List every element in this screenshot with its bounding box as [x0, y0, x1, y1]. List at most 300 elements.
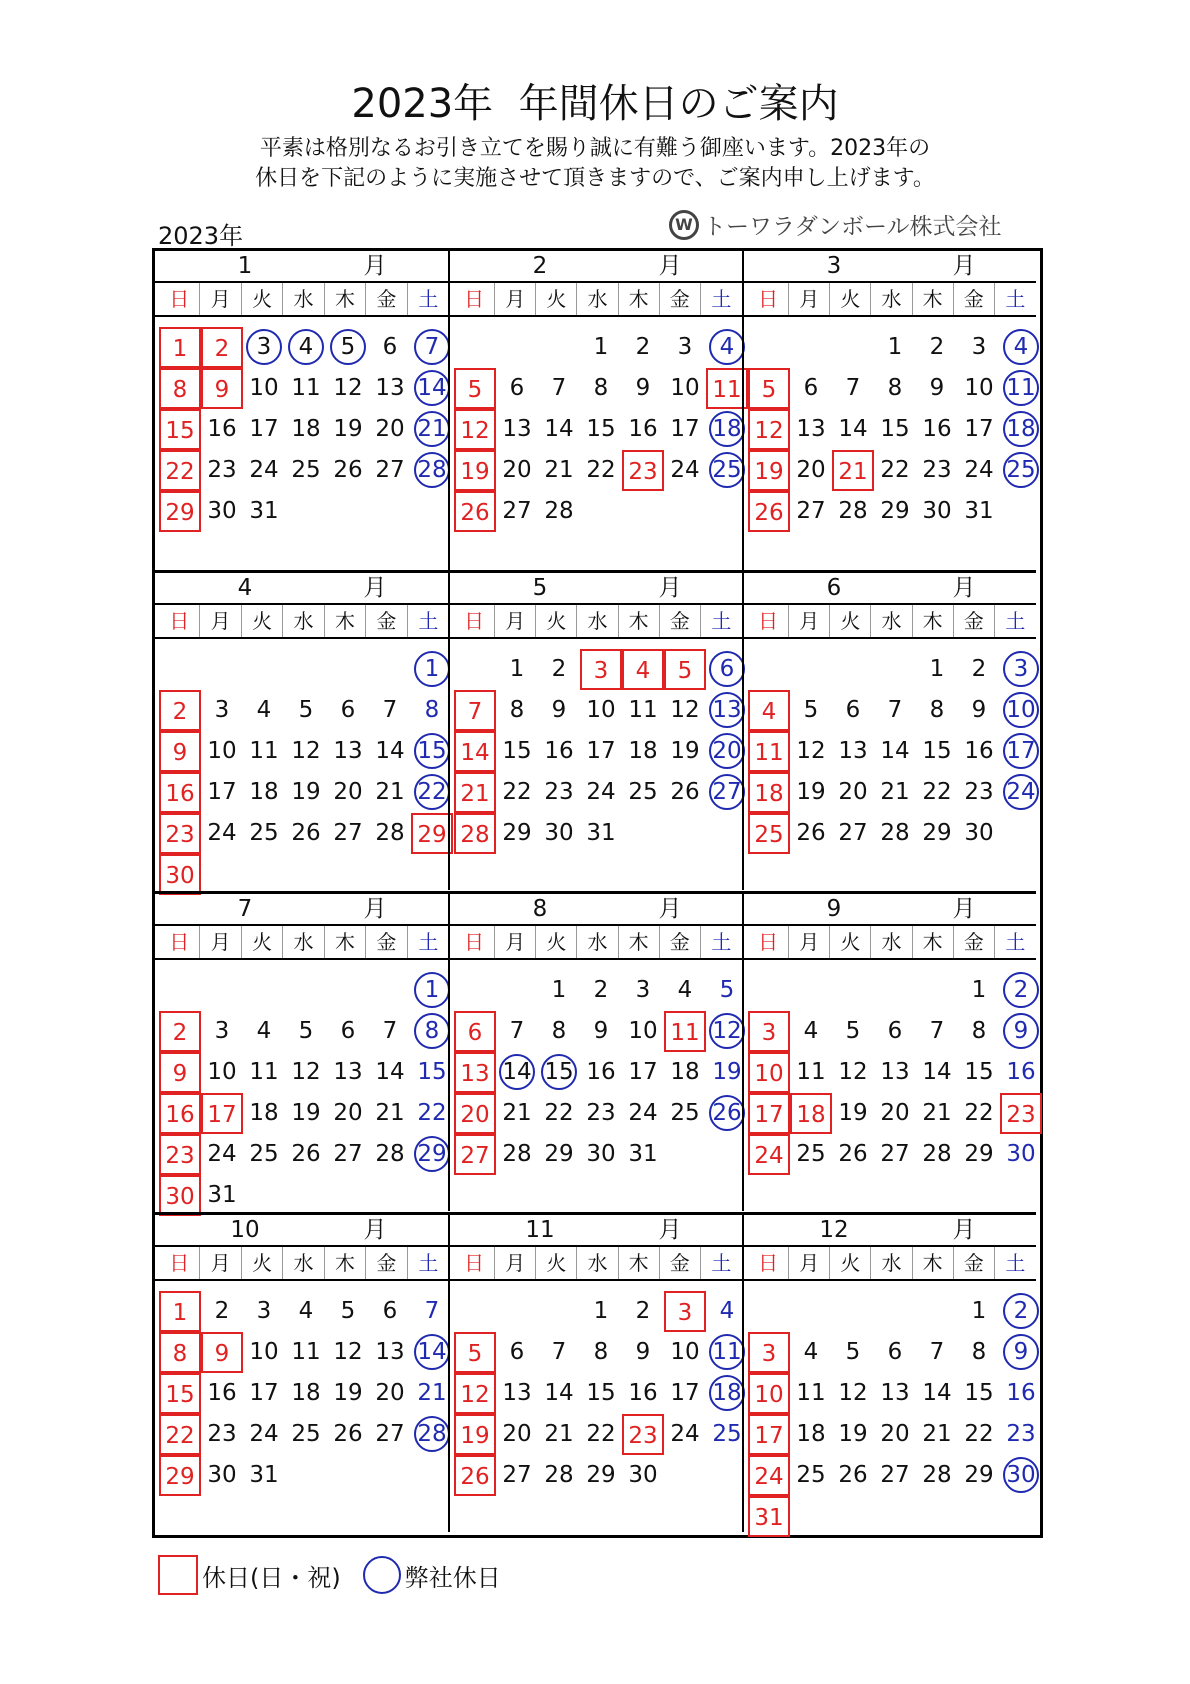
- calendar-day: 20: [838, 779, 868, 805]
- legend: [158, 1555, 501, 1595]
- calendar-day: 7: [929, 1339, 945, 1365]
- calendar-day: 11: [291, 375, 321, 401]
- calendar-day: 16: [544, 738, 574, 764]
- calendar-day: 12: [706, 1011, 748, 1052]
- calendar-day: 24: [670, 457, 700, 483]
- calendar-day: 23: [1006, 1421, 1036, 1447]
- weekday-header-row: [450, 1247, 742, 1281]
- calendar-day: 24: [964, 457, 994, 483]
- calendar-day: 20: [454, 1093, 496, 1134]
- calendar-day: 19: [291, 1100, 321, 1126]
- company-holiday-legend-label: 弊社休日: [404, 1563, 501, 1592]
- calendar-day: 28: [375, 1141, 405, 1167]
- calendar-day: 9: [929, 375, 945, 401]
- calendar-day: 31: [249, 1462, 279, 1488]
- calendar-day: 30: [1006, 1141, 1036, 1167]
- calendar-day: 31: [628, 1141, 658, 1167]
- calendar-day: 16: [586, 1059, 616, 1085]
- calendar-day: 22: [964, 1100, 994, 1126]
- calendar-day: 11: [664, 1011, 706, 1052]
- calendar-day: 22: [417, 1100, 447, 1126]
- calendar-day: 16: [1006, 1380, 1036, 1406]
- calendar-day: 11: [1000, 368, 1042, 409]
- calendar-day: 8: [551, 1018, 567, 1044]
- calendar-day: 9: [201, 1332, 243, 1373]
- weekday-label: 月: [495, 1247, 536, 1279]
- calendar-day: 21: [502, 1100, 532, 1126]
- calendar-day: 19: [748, 450, 790, 491]
- weekday-label: 金: [366, 283, 407, 315]
- weekday-header-row: [155, 1247, 449, 1281]
- days-grid: [744, 1281, 1036, 1531]
- calendar-day: 22: [159, 450, 201, 491]
- weekday-label: 土: [1005, 609, 1026, 633]
- weekday-label: 月: [789, 1247, 830, 1279]
- calendar-day: 15: [502, 738, 532, 764]
- weekday-label: 日: [748, 1247, 789, 1279]
- month-header: [450, 1215, 742, 1247]
- calendar-day: 3: [214, 697, 230, 723]
- calendar-day: 31: [207, 1182, 237, 1208]
- calendar-day: 23: [159, 813, 201, 854]
- calendar-day: 7: [887, 697, 903, 723]
- calendar-day: 4: [719, 1298, 735, 1324]
- weekday-label: 金: [954, 1247, 995, 1279]
- weekday-label: 水: [577, 1247, 618, 1279]
- calendar-day: 1: [159, 327, 201, 368]
- weekday-label: 水: [871, 605, 912, 637]
- calendar-day: 29: [880, 498, 910, 524]
- calendar-day: 8: [593, 1339, 609, 1365]
- calendar-day: 28: [454, 813, 496, 854]
- calendar-day: 11: [291, 1339, 321, 1365]
- weekday-label: 日: [454, 1247, 495, 1279]
- month-kanji: 月: [952, 896, 976, 922]
- calendar-day: 1: [593, 1298, 609, 1324]
- month-number: 9: [826, 896, 842, 922]
- calendar-day: 6: [454, 1011, 496, 1052]
- calendar-day: 20: [880, 1421, 910, 1447]
- calendar-day: 26: [454, 491, 496, 532]
- calendar-day: 8: [509, 697, 525, 723]
- calendar-day: 3: [677, 334, 693, 360]
- calendar-day: 22: [964, 1421, 994, 1447]
- calendar-day: 7: [454, 690, 496, 731]
- calendar-day: 4: [677, 977, 693, 1003]
- calendar-day: 26: [796, 820, 826, 846]
- calendar-day: 22: [411, 772, 453, 813]
- calendar-day: 20: [333, 779, 363, 805]
- calendar-day: 18: [291, 416, 321, 442]
- calendar-day: 6: [340, 1018, 356, 1044]
- calendar-day: 19: [838, 1421, 868, 1447]
- calendar-day: 25: [712, 1421, 742, 1447]
- month-9: [742, 891, 1036, 1211]
- calendar-day: 24: [249, 1421, 279, 1447]
- calendar-day: 19: [291, 779, 321, 805]
- calendar-day: 9: [1000, 1011, 1042, 1052]
- month-6: [742, 570, 1036, 890]
- calendar-day: 12: [291, 1059, 321, 1085]
- calendar-day: 29: [502, 820, 532, 846]
- calendar-day: 9: [635, 375, 651, 401]
- calendar-day: 19: [712, 1059, 742, 1085]
- calendar-day: 26: [454, 1455, 496, 1496]
- calendar-day: 24: [748, 1455, 790, 1496]
- calendar-day: 24: [670, 1421, 700, 1447]
- calendar-day: 5: [298, 697, 314, 723]
- calendar-day: 23: [922, 457, 952, 483]
- calendar-day: 9: [1000, 1332, 1042, 1373]
- calendar-day: 10: [748, 1052, 790, 1093]
- weekday-label: 金: [954, 926, 995, 958]
- month-header: [155, 1215, 449, 1247]
- calendar-day: 4: [706, 327, 748, 368]
- calendar-day: 14: [496, 1052, 538, 1093]
- month-header: [155, 251, 449, 283]
- weekday-label: 水: [871, 283, 912, 315]
- calendar-day: 22: [586, 457, 616, 483]
- calendar-day: 21: [417, 1380, 447, 1406]
- weekday-label: 木: [619, 605, 660, 637]
- calendar-day: 12: [333, 375, 363, 401]
- calendar-day: 4: [622, 649, 664, 690]
- calendar-day: 18: [748, 772, 790, 813]
- calendar-day: 9: [593, 1018, 609, 1044]
- calendar-day: 15: [417, 1059, 447, 1085]
- calendar-day: 11: [706, 368, 748, 409]
- weekday-label: 火: [242, 605, 283, 637]
- page-title: 2023年 年間休日のご案内: [351, 81, 839, 127]
- weekday-label: 日: [159, 1247, 200, 1279]
- weekday-label: 金: [366, 605, 407, 637]
- calendar-day: 6: [382, 1298, 398, 1324]
- calendar-day: 13: [333, 1059, 363, 1085]
- calendar-day: 21: [375, 779, 405, 805]
- calendar-day: 13: [502, 1380, 532, 1406]
- weekday-label: 月: [200, 926, 241, 958]
- calendar-day: 1: [411, 970, 453, 1011]
- calendar-day: 13: [375, 375, 405, 401]
- weekday-label: 月: [495, 605, 536, 637]
- calendar-day: 13: [454, 1052, 496, 1093]
- month-header: [155, 573, 449, 605]
- holiday-legend-label: 休日(日・祝): [202, 1563, 341, 1592]
- calendar-day: 25: [628, 779, 658, 805]
- calendar-day: 12: [748, 409, 790, 450]
- calendar-day: 29: [586, 1462, 616, 1488]
- days-grid: [450, 317, 742, 526]
- calendar-day: 21: [922, 1100, 952, 1126]
- weekday-label: 土: [711, 609, 732, 633]
- weekday-label: 月: [789, 926, 830, 958]
- calendar-day: 28: [922, 1462, 952, 1488]
- month-kanji: 月: [363, 575, 387, 601]
- weekday-label: 金: [660, 605, 701, 637]
- days-grid: [155, 960, 449, 1210]
- calendar-day: 8: [424, 697, 440, 723]
- weekday-label: 火: [830, 1247, 871, 1279]
- month-number: 6: [826, 575, 842, 601]
- weekday-label: 木: [325, 283, 366, 315]
- calendar-day: 29: [411, 813, 453, 854]
- weekday-label: 火: [536, 605, 577, 637]
- calendar-day: 17: [201, 1093, 243, 1134]
- calendar-day: 2: [635, 1298, 651, 1324]
- weekday-label: 木: [325, 605, 366, 637]
- weekday-label: 木: [913, 283, 954, 315]
- calendar-day: 27: [333, 1141, 363, 1167]
- calendar-day: 2: [201, 327, 243, 368]
- calendar-day: 23: [622, 450, 664, 491]
- days-grid: [155, 317, 449, 526]
- days-grid: [744, 317, 1036, 526]
- weekday-label: 日: [454, 283, 495, 315]
- calendar-day: 14: [411, 1332, 453, 1373]
- calendar-day: 28: [838, 498, 868, 524]
- calendar-day: 4: [256, 1018, 272, 1044]
- calendar-day: 16: [628, 1380, 658, 1406]
- calendar-day: 21: [922, 1421, 952, 1447]
- calendar-day: 17: [586, 738, 616, 764]
- calendar-day: 25: [291, 457, 321, 483]
- calendar-day: 15: [586, 1380, 616, 1406]
- calendar-day: 21: [411, 409, 453, 450]
- calendar-day: 27: [375, 1421, 405, 1447]
- weekday-label: 木: [913, 605, 954, 637]
- weekday-label: 水: [871, 1247, 912, 1279]
- calendar-day: 18: [249, 1100, 279, 1126]
- calendar-day: 30: [207, 498, 237, 524]
- calendar-day: 24: [207, 820, 237, 846]
- calendar-day: 1: [509, 656, 525, 682]
- calendar-day: 20: [706, 731, 748, 772]
- calendar-day: 5: [748, 368, 790, 409]
- calendar-day: 18: [628, 738, 658, 764]
- calendar-day: 27: [375, 457, 405, 483]
- calendar-day: 26: [333, 1421, 363, 1447]
- month-number: 12: [819, 1217, 849, 1243]
- calendar-day: 7: [551, 375, 567, 401]
- calendar-day: 4: [298, 1298, 314, 1324]
- calendar-day: 28: [411, 1414, 453, 1455]
- calendar-day: 2: [551, 656, 567, 682]
- month-number: 1: [237, 253, 253, 279]
- calendar-day: 20: [880, 1100, 910, 1126]
- calendar-day: 27: [796, 498, 826, 524]
- weekday-label: 木: [913, 926, 954, 958]
- calendar-day: 6: [887, 1339, 903, 1365]
- month-header: [744, 894, 1036, 926]
- month-header: [450, 894, 742, 926]
- calendar-day: 17: [748, 1093, 790, 1134]
- weekday-label: 月: [200, 283, 241, 315]
- calendar-day: 13: [375, 1339, 405, 1365]
- weekday-label: 火: [536, 1247, 577, 1279]
- calendar-day: 16: [628, 416, 658, 442]
- calendar-day: 5: [454, 368, 496, 409]
- calendar-day: 2: [929, 334, 945, 360]
- calendar-day: 13: [502, 416, 532, 442]
- calendar-day: 27: [706, 772, 748, 813]
- calendar-day: 10: [207, 738, 237, 764]
- days-grid: [155, 1281, 449, 1490]
- calendar-day: 2: [214, 1298, 230, 1324]
- calendar-day: 14: [922, 1059, 952, 1085]
- days-grid: [450, 1281, 742, 1490]
- calendar-day: 14: [922, 1380, 952, 1406]
- calendar-day: 10: [586, 697, 616, 723]
- calendar-day: 17: [670, 1380, 700, 1406]
- weekday-label: 金: [366, 926, 407, 958]
- calendar-day: 7: [382, 697, 398, 723]
- calendar-day: 30: [1000, 1455, 1042, 1496]
- month-kanji: 月: [658, 575, 682, 601]
- calendar-day: 18: [790, 1093, 832, 1134]
- company-logo-icon: W: [669, 210, 699, 240]
- calendar-day: 16: [159, 1093, 201, 1134]
- calendar-day: 26: [670, 779, 700, 805]
- calendar-day: 21: [880, 779, 910, 805]
- calendar-day: 19: [454, 1414, 496, 1455]
- month-header: [450, 251, 742, 283]
- calendar-day: 5: [664, 649, 706, 690]
- calendar-day: 7: [845, 375, 861, 401]
- calendar-day: 8: [411, 1011, 453, 1052]
- calendar-day: 3: [635, 977, 651, 1003]
- month-kanji: 月: [363, 1217, 387, 1243]
- calendar-day: 8: [593, 375, 609, 401]
- calendar-day: 27: [502, 498, 532, 524]
- weekday-header-row: [744, 283, 1036, 317]
- weekday-label: 土: [711, 930, 732, 954]
- calendar-day: 8: [971, 1339, 987, 1365]
- weekday-label: 火: [830, 283, 871, 315]
- weekday-label: 土: [418, 1251, 439, 1275]
- calendar-day: 24: [249, 457, 279, 483]
- calendar-day: 18: [796, 1421, 826, 1447]
- company-name-text: トーワラダンボール株式会社: [703, 214, 1002, 240]
- calendar-day: 29: [964, 1141, 994, 1167]
- calendar-day: 23: [586, 1100, 616, 1126]
- calendar-day: 15: [159, 1373, 201, 1414]
- calendar-day: 19: [333, 416, 363, 442]
- month-number: 5: [532, 575, 548, 601]
- month-12: [742, 1212, 1036, 1532]
- calendar-day: 27: [454, 1134, 496, 1175]
- weekday-label: 日: [748, 605, 789, 637]
- month-1: [155, 251, 449, 571]
- weekday-label: 土: [711, 287, 732, 311]
- calendar-day: 6: [509, 1339, 525, 1365]
- calendar-day: 3: [664, 1291, 706, 1332]
- calendar-day: 11: [706, 1332, 748, 1373]
- weekday-label: 日: [748, 283, 789, 315]
- calendar-day: 11: [249, 1059, 279, 1085]
- calendar-day: 27: [502, 1462, 532, 1488]
- calendar-day: 4: [748, 690, 790, 731]
- calendar-day: 25: [748, 813, 790, 854]
- calendar-day: 14: [544, 1380, 574, 1406]
- calendar-day: 21: [544, 457, 574, 483]
- calendar-day: 6: [887, 1018, 903, 1044]
- calendar-day: 29: [922, 820, 952, 846]
- weekday-label: 土: [418, 287, 439, 311]
- calendar-day: 17: [1000, 731, 1042, 772]
- intro-line-1: 平素は格別なるお引き立てを賜り誠に有難う御座います。2023年の: [259, 136, 931, 161]
- calendar-day: 12: [796, 738, 826, 764]
- calendar-day: 3: [256, 1298, 272, 1324]
- calendar-day: 22: [544, 1100, 574, 1126]
- month-2: [448, 251, 742, 571]
- weekday-label: 火: [830, 926, 871, 958]
- calendar-day: 22: [880, 457, 910, 483]
- calendar-day: 17: [207, 779, 237, 805]
- calendar-day: 30: [207, 1462, 237, 1488]
- weekday-label: 水: [283, 1247, 324, 1279]
- month-header: [155, 894, 449, 926]
- calendar-day: 11: [249, 738, 279, 764]
- calendar-day: 27: [838, 820, 868, 846]
- calendar-day: 12: [670, 697, 700, 723]
- calendar-day: 4: [285, 327, 327, 368]
- weekday-header-row: [450, 926, 742, 960]
- calendar-day: 20: [502, 1421, 532, 1447]
- calendar-day: 21: [375, 1100, 405, 1126]
- weekday-label: 金: [660, 1247, 701, 1279]
- weekday-label: 木: [325, 1247, 366, 1279]
- weekday-label: 日: [159, 605, 200, 637]
- calendar-day: 7: [424, 1298, 440, 1324]
- weekday-label: 木: [619, 283, 660, 315]
- calendar-day: 24: [1000, 772, 1042, 813]
- calendar-day: 15: [964, 1380, 994, 1406]
- calendar-day: 15: [159, 409, 201, 450]
- calendar-day: 16: [207, 1380, 237, 1406]
- weekday-label: 金: [366, 1247, 407, 1279]
- calendar-day: 18: [291, 1380, 321, 1406]
- month-header: [744, 1215, 1036, 1247]
- calendar-day: 19: [333, 1380, 363, 1406]
- month-4: [155, 570, 449, 890]
- weekday-header-row: [155, 283, 449, 317]
- calendar-day: 25: [796, 1462, 826, 1488]
- calendar-day: 29: [411, 1134, 453, 1175]
- calendar-day: 29: [159, 1455, 201, 1496]
- calendar-day: 31: [586, 820, 616, 846]
- calendar-day: 14: [375, 1059, 405, 1085]
- year-label: 2023年: [158, 222, 244, 250]
- calendar-day: 29: [544, 1141, 574, 1167]
- calendar-day: 3: [748, 1332, 790, 1373]
- calendar-day: 9: [159, 1052, 201, 1093]
- calendar-day: 31: [748, 1496, 790, 1537]
- calendar-day: 16: [159, 772, 201, 813]
- calendar-day: 8: [159, 368, 201, 409]
- calendar-day: 14: [375, 738, 405, 764]
- calendar-day: 17: [964, 416, 994, 442]
- calendar-day: 2: [593, 977, 609, 1003]
- calendar-day: 11: [748, 731, 790, 772]
- calendar-day: 27: [880, 1462, 910, 1488]
- days-grid: [155, 639, 449, 889]
- month-kanji: 月: [952, 575, 976, 601]
- calendar-day: 12: [838, 1380, 868, 1406]
- calendar-day: 26: [748, 491, 790, 532]
- calendar-day: 15: [964, 1059, 994, 1085]
- weekday-label: 土: [1005, 287, 1026, 311]
- weekday-label: 水: [577, 283, 618, 315]
